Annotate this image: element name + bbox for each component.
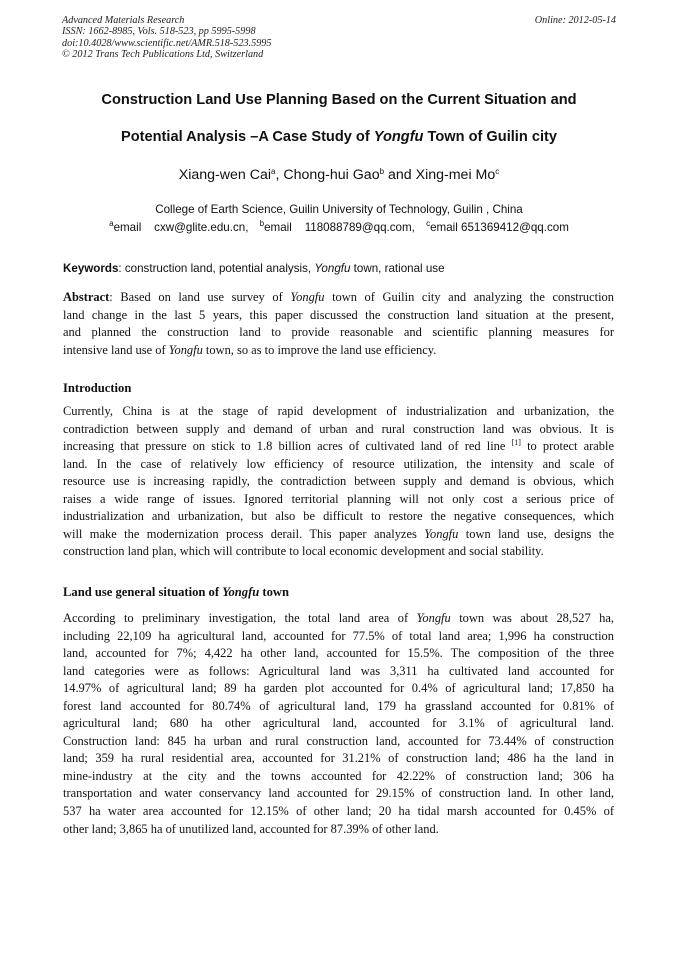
text-span: to protect arable (520, 439, 614, 454)
author-separator: , (275, 167, 284, 183)
text-span: town of Guilin city and analyzing the construction (324, 290, 614, 304)
text-span: town was about 28,527 ha, (450, 611, 614, 625)
email-c-sup: c (426, 219, 431, 228)
text-span: : Based on land use survey of (109, 290, 291, 304)
text-span: town land use, designs the (458, 526, 615, 541)
text-line: land; 359 ha rural residential area, accounted for 31.21% of construction land; 486 ha the land in (63, 751, 614, 766)
keywords-text: town, rational use (350, 262, 445, 275)
paper-title-line-1: Construction Land Use Planning Based on the Current Situation and (101, 92, 577, 108)
title-text: Town of Guilin city (423, 129, 557, 145)
email-a: email cxw@glite.edu.cn, (113, 221, 252, 234)
text-span: According to preliminary investigation, the total land area of (63, 611, 417, 625)
author-2-sup: b (379, 167, 385, 176)
text-italic: Yongfu (290, 290, 325, 304)
copyright: © 2012 Trans Tech Publications Ltd, Switzerland (62, 49, 264, 61)
issn: ISSN: 1662-8985, Vols. 518-523, pp 5995-5998 (62, 26, 256, 38)
author-3: Xing-mei Mo (415, 167, 496, 183)
text-line: including 22,109 ha agricultural land, accounted for 77.5% of total land area; 1,996 ha construction (63, 628, 614, 643)
keywords-label: Keywords (63, 262, 119, 275)
text-line: land, accounted for 7%; 4,422 ha other land, accounted for 15.5%. The composition of the three (63, 646, 614, 661)
text-italic: Yongfu (416, 611, 451, 625)
text-span: intensive land use of (63, 342, 169, 357)
text-line: construction land plan, which will contribute to local economic development and social stability. (63, 544, 544, 559)
email-b-sup: b (259, 219, 265, 228)
text-line: raises a wide range of issues. Ignored territorial planning will not only cost a serious price of (63, 491, 614, 506)
keywords-text: : construction land, potential analysis, (118, 262, 315, 275)
text-line: resource use is increasing rapidly, the contradiction between supply and demand is obvious, which (63, 474, 614, 489)
text-span: increasing that pressure on stick to 1.8 billion acres of cultivated land of red line (63, 439, 512, 454)
text-line: industrialization and urbanization, but also be difficult to restore the negative consequences, which (63, 509, 614, 524)
author-emails (40, 221, 638, 234)
section-heading-introduction: Introduction (63, 381, 132, 395)
abstract-label: Abstract (63, 290, 110, 304)
paper-title-line-2 (40, 129, 638, 145)
online-date: Online: 2012-05-14 (534, 15, 616, 26)
text-line: agricultural land; 680 ha other agricultural land, accounted for 3.1% of agricultural land. (63, 716, 614, 731)
title-text: Potential Analysis –A Case Study of (121, 129, 374, 145)
author-separator: and (384, 167, 416, 183)
heading-italic: Yongfu (222, 585, 260, 599)
citation-1: [1] (511, 438, 521, 448)
text-line: 537 ha water area accounted for 12.15% of other land; 20 ha tidal marsh accounted for 0.45% of (63, 804, 614, 819)
affiliation: College of Earth Science, Guilin University of Technology, Guilin , China (155, 203, 523, 216)
author-2: Chong-hui Gao (283, 167, 380, 183)
introduction-paragraph (63, 403, 614, 561)
text-line: land change in the last 5 years, this paper discussed the construction land situation at the present, (63, 307, 614, 322)
email-c: email 651369412@qq.com (430, 221, 569, 234)
heading-text: town (259, 585, 290, 599)
text-italic: Yongfu (424, 526, 459, 541)
keywords (63, 262, 615, 275)
text-line: Currently, China is at the stage of rapid development of industrialization and urbanization, the (63, 404, 614, 418)
text-line (63, 342, 614, 360)
text-line (63, 526, 614, 544)
text-line: contradiction between supply and demand of urban and rural construction land was obvious. It is (63, 421, 614, 436)
doi: doi:10.4028/www.scientific.net/AMR.518-523.5995 (62, 37, 272, 49)
email-a-sup: a (109, 219, 114, 228)
heading-text: Land use general situation of (63, 585, 223, 599)
text-span: will make the modernization process derail. This paper analyzes (63, 526, 425, 541)
text-line: transportation and water conservancy land accounted for 29.15% of construction land. In other land, (63, 786, 614, 801)
text-line (63, 289, 614, 307)
author-list (40, 167, 638, 183)
keywords-italic: Yongfu (314, 262, 351, 275)
text-line: mine-industry at the city and the towns accounted for 42.22% of construction land; 306 ha (63, 768, 614, 783)
text-line (63, 438, 614, 456)
journal-header (62, 15, 616, 61)
text-line: other land; 3,865 ha of unutilized land, accounted for 87.39% of other land. (63, 821, 439, 836)
section-heading-land-use (63, 585, 289, 600)
email-b: email 118088789@qq.com, (264, 221, 419, 234)
journal-name: Advanced Materials Research (62, 15, 185, 26)
abstract-paragraph (63, 289, 614, 359)
text-line: Construction land: 845 ha urban and rural construction land, accounted for 73.44% of construction (63, 733, 614, 748)
land-use-paragraph (63, 610, 614, 838)
text-line: and planned the construction land to provide reasonable and scientific planning measures for (63, 325, 614, 340)
text-line: forest land accounted for 80.74% of agricultural land, 179 ha grassland accounted for 0.81% of (63, 698, 614, 713)
text-italic: Yongfu (168, 342, 203, 357)
text-line: 14.97% of agricultural land; 89 ha garden plot accounted for 0.4% of agricultural land; 17,850 ha (63, 681, 614, 696)
title-italic: Yongfu (373, 129, 424, 145)
author-3-sup: c (495, 167, 500, 176)
author-1-sup: a (271, 167, 276, 176)
text-line: land. In the case of relatively low efficiency of resource utilization, the intensity and scale of (63, 456, 614, 471)
text-line (63, 610, 614, 628)
text-line: land categories were as follows: Agricultural land was 3,311 ha cultivated land accounted for (63, 663, 614, 678)
author-1: Xiang-wen Cai (178, 167, 272, 183)
text-span: town, so as to improve the land use efficiency. (202, 342, 437, 357)
